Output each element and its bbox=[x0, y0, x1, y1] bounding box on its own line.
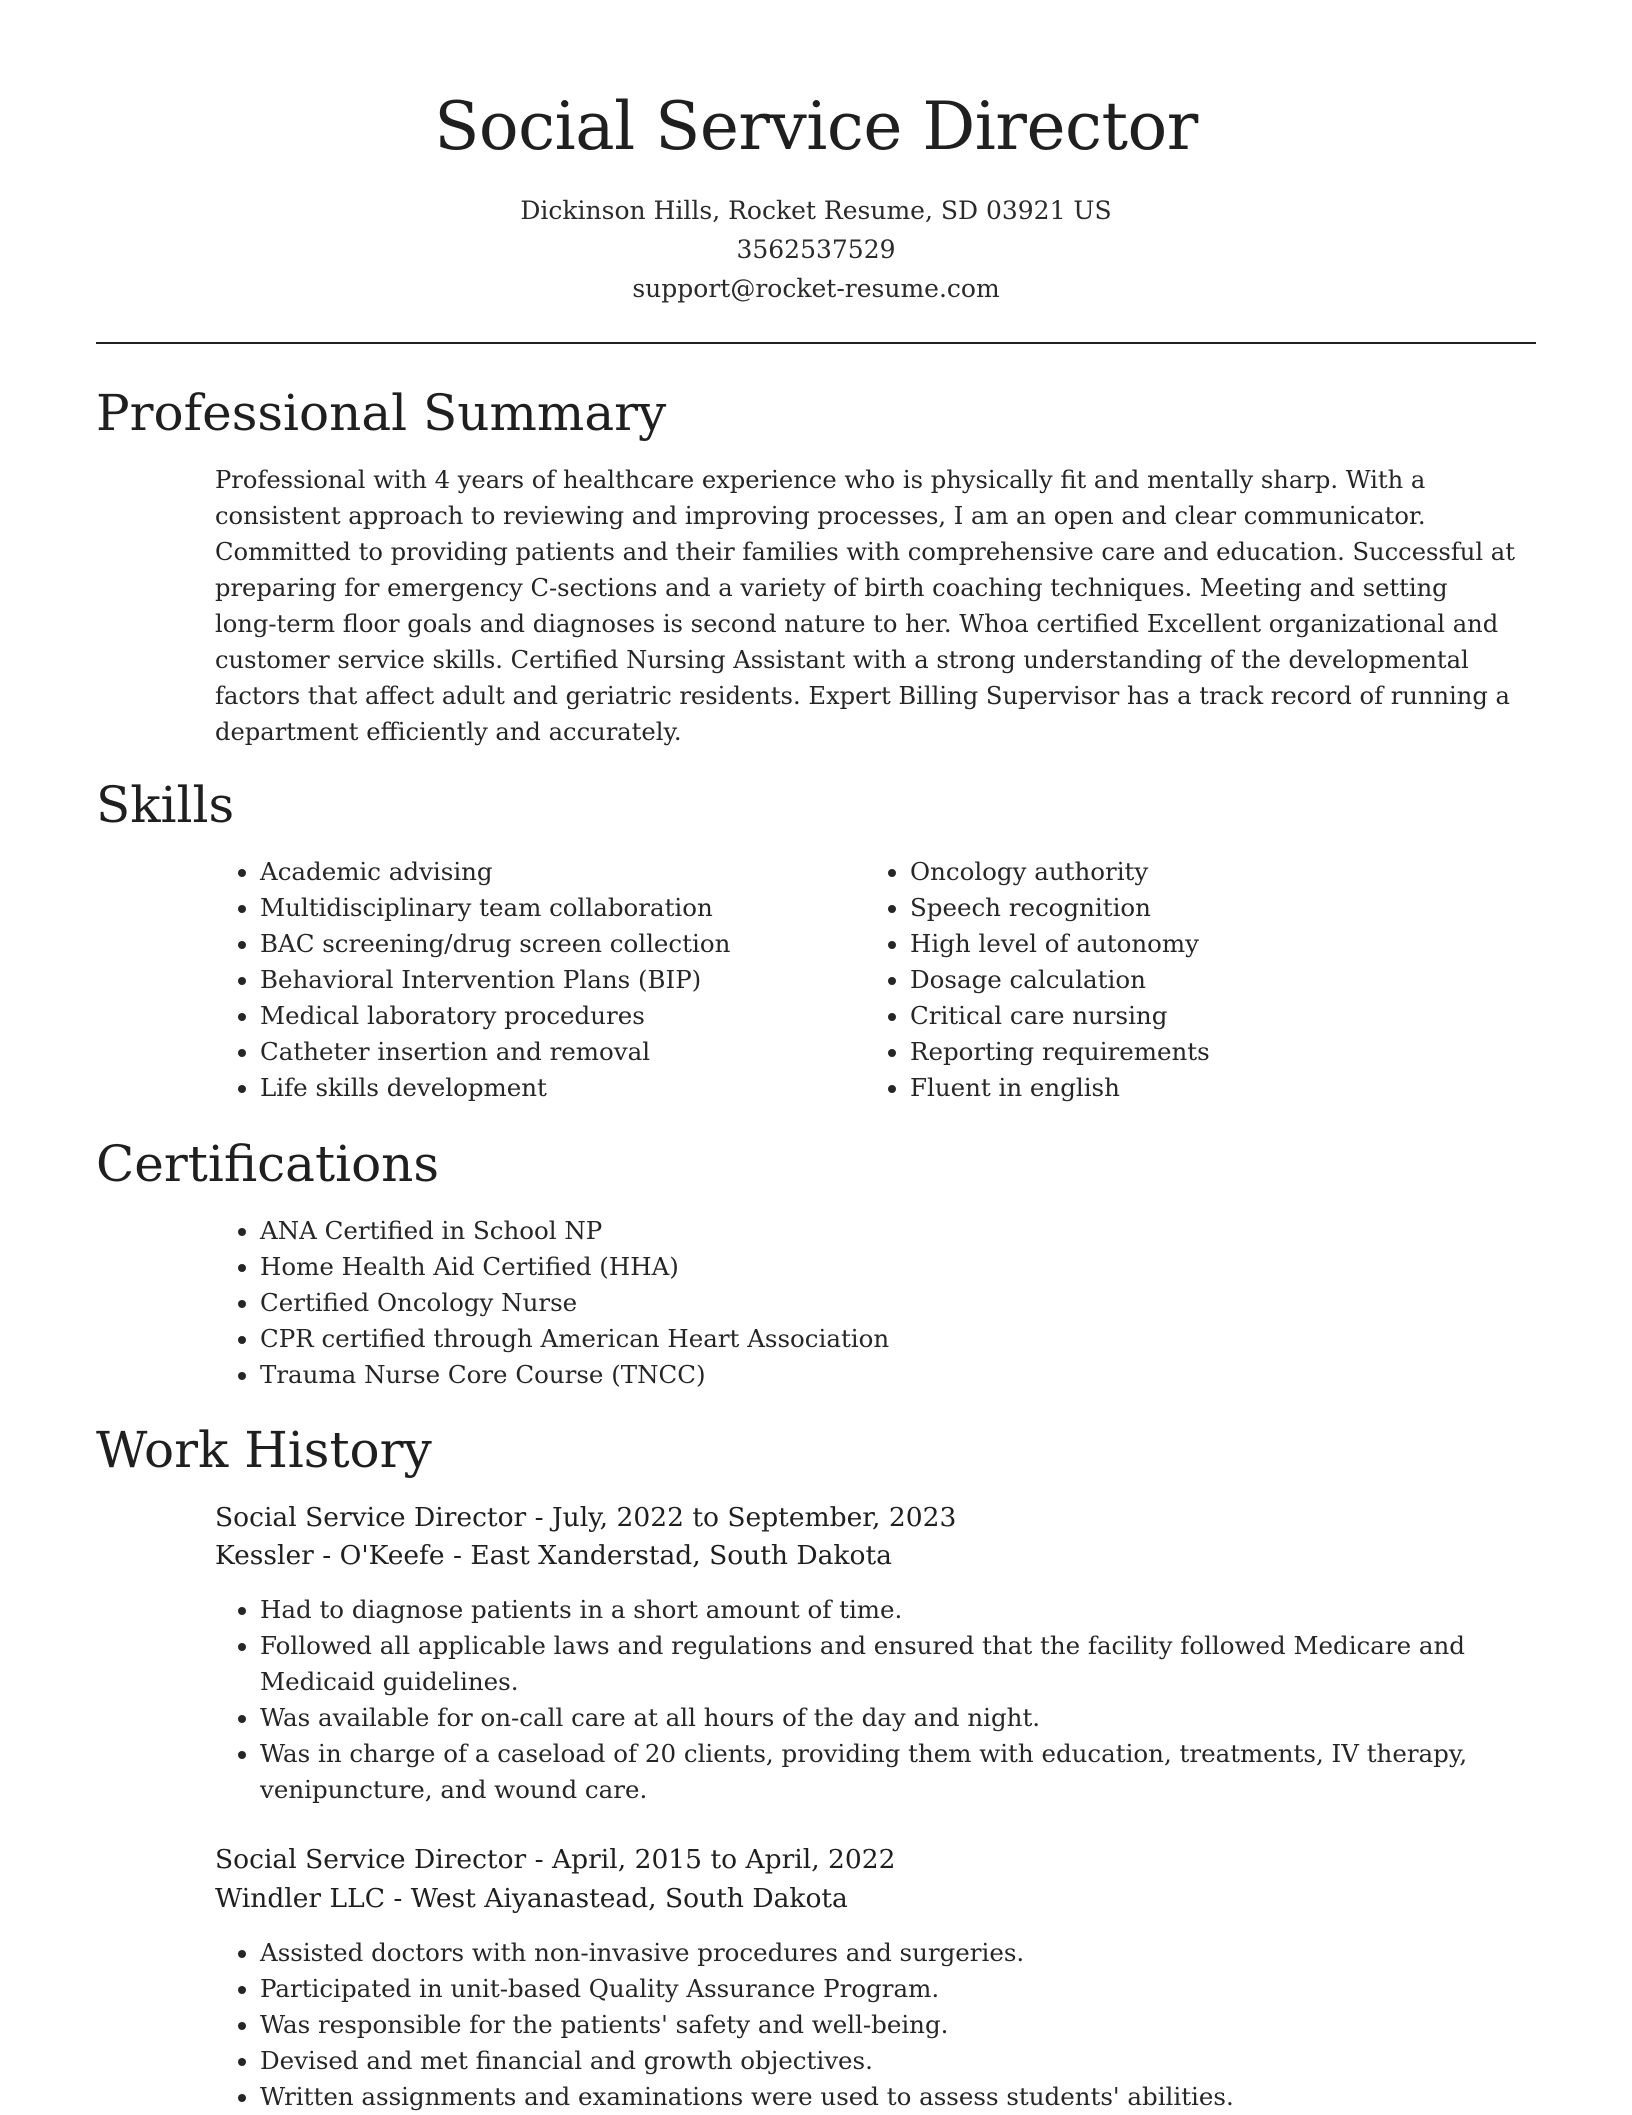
skill-item: • Oncology authority bbox=[910, 854, 1510, 890]
certification-item: • ANA Certified in School NP bbox=[260, 1213, 1560, 1249]
job-title: Social Service Director bbox=[215, 1502, 527, 1533]
resume-title: Social Service Director bbox=[434, 88, 1198, 165]
contact-address: Dickinson Hills, Rocket Resume, SD 03921 US bbox=[520, 196, 1112, 225]
job-company-line bbox=[215, 1536, 892, 1576]
job-bullet: • Followed all applicable laws and regulations and ensured that the facility followed Medicare and Medicaid guidelines. bbox=[260, 1628, 1555, 1700]
contact-block bbox=[0, 191, 1632, 308]
skill-item: • Reporting requirements bbox=[910, 1034, 1510, 1070]
skills-list-left bbox=[215, 854, 860, 1106]
skill-item: • Medical laboratory procedures bbox=[260, 998, 860, 1034]
job-bullet: • Participated in unit-based Quality Assurance Program. bbox=[260, 1971, 1555, 2007]
job-title-line bbox=[215, 1840, 896, 1880]
certification-item: • Certified Oncology Nurse bbox=[260, 1285, 1560, 1321]
job-title-line bbox=[215, 1498, 956, 1538]
certifications-list bbox=[215, 1213, 1560, 1393]
job-bullet: • Had to diagnose patients in a short amount of time. bbox=[260, 1592, 1555, 1628]
certification-item: • CPR certified through American Heart Association bbox=[260, 1321, 1560, 1357]
job-dates: - July, 2022 to September, 2023 bbox=[526, 1502, 957, 1533]
header-divider bbox=[96, 342, 1536, 344]
job-location: - East Xanderstad, South Dakota bbox=[444, 1540, 892, 1571]
skill-item: • High level of autonomy bbox=[910, 926, 1510, 962]
work-history-heading: Work History bbox=[96, 1421, 432, 1479]
certification-item: • Trauma Nurse Core Course (TNCC) bbox=[260, 1357, 1560, 1393]
job-bullet: • Devised and met financial and growth objectives. bbox=[260, 2043, 1555, 2079]
summary-text: Professional with 4 years of healthcare experience who is physically fit and mentally sharp. With a consistent approach to reviewing and improving processes, I am an open and clear communicator. Committed to providing patients and their families with comprehensive care and education. Successful at preparing for emergency C-sections and a variety of birth coaching techniques. Meeting and setting long-term floor goals and diagnoses is second nature to her. Whoa certified Excellent organizational and customer service skills. Certified Nursing Assistant with a strong understanding of the developmental factors that affect adult and geriatric residents. Expert Billing Supervisor has a track record of running a department efficiently and accurately. bbox=[215, 466, 1515, 746]
skill-item: • Catheter insertion and removal bbox=[260, 1034, 860, 1070]
skill-item: • Academic advising bbox=[260, 854, 860, 890]
summary-heading: Professional Summary bbox=[96, 384, 667, 442]
skill-item: • Fluent in english bbox=[910, 1070, 1510, 1106]
skills-heading: Skills bbox=[96, 776, 235, 834]
skill-item: • Multidisciplinary team collaboration bbox=[260, 890, 860, 926]
skill-item: • Life skills development bbox=[260, 1070, 860, 1106]
contact-phone: 3562537529 bbox=[736, 235, 896, 264]
job-bullets bbox=[215, 1935, 1555, 2115]
job-location: - West Aiyanastead, South Dakota bbox=[385, 1883, 848, 1914]
job-bullets bbox=[215, 1592, 1555, 1808]
job-company: Windler LLC bbox=[215, 1883, 385, 1914]
job-company-line bbox=[215, 1879, 848, 1919]
job-bullet: • Assisted doctors with non-invasive procedures and surgeries. bbox=[260, 1935, 1555, 1971]
skill-item: • Speech recognition bbox=[910, 890, 1510, 926]
contact-email: support@rocket-resume.com bbox=[632, 274, 1000, 303]
job-company: Kessler - O'Keefe bbox=[215, 1540, 445, 1571]
job-dates: - April, 2015 to April, 2022 bbox=[526, 1844, 896, 1875]
skills-list-right bbox=[865, 854, 1510, 1106]
skill-item: • Behavioral Intervention Plans (BIP) bbox=[260, 962, 860, 998]
skill-item: • BAC screening/drug screen collection bbox=[260, 926, 860, 962]
job-title: Social Service Director bbox=[215, 1844, 527, 1875]
skill-item: • Critical care nursing bbox=[910, 998, 1510, 1034]
job-bullet: • Written assignments and examinations were used to assess students' abilities. bbox=[260, 2079, 1555, 2115]
job-bullet: • Was in charge of a caseload of 20 clients, providing them with education, treatments, IV therapy, venipuncture, and wound care. bbox=[260, 1736, 1555, 1808]
job-bullet: • Was available for on-call care at all hours of the day and night. bbox=[260, 1700, 1555, 1736]
skill-item: • Dosage calculation bbox=[910, 962, 1510, 998]
certifications-heading: Certifications bbox=[96, 1135, 440, 1193]
certification-item: • Home Health Aid Certified (HHA) bbox=[260, 1249, 1560, 1285]
job-bullet: • Was responsible for the patients' safety and well-being. bbox=[260, 2007, 1555, 2043]
